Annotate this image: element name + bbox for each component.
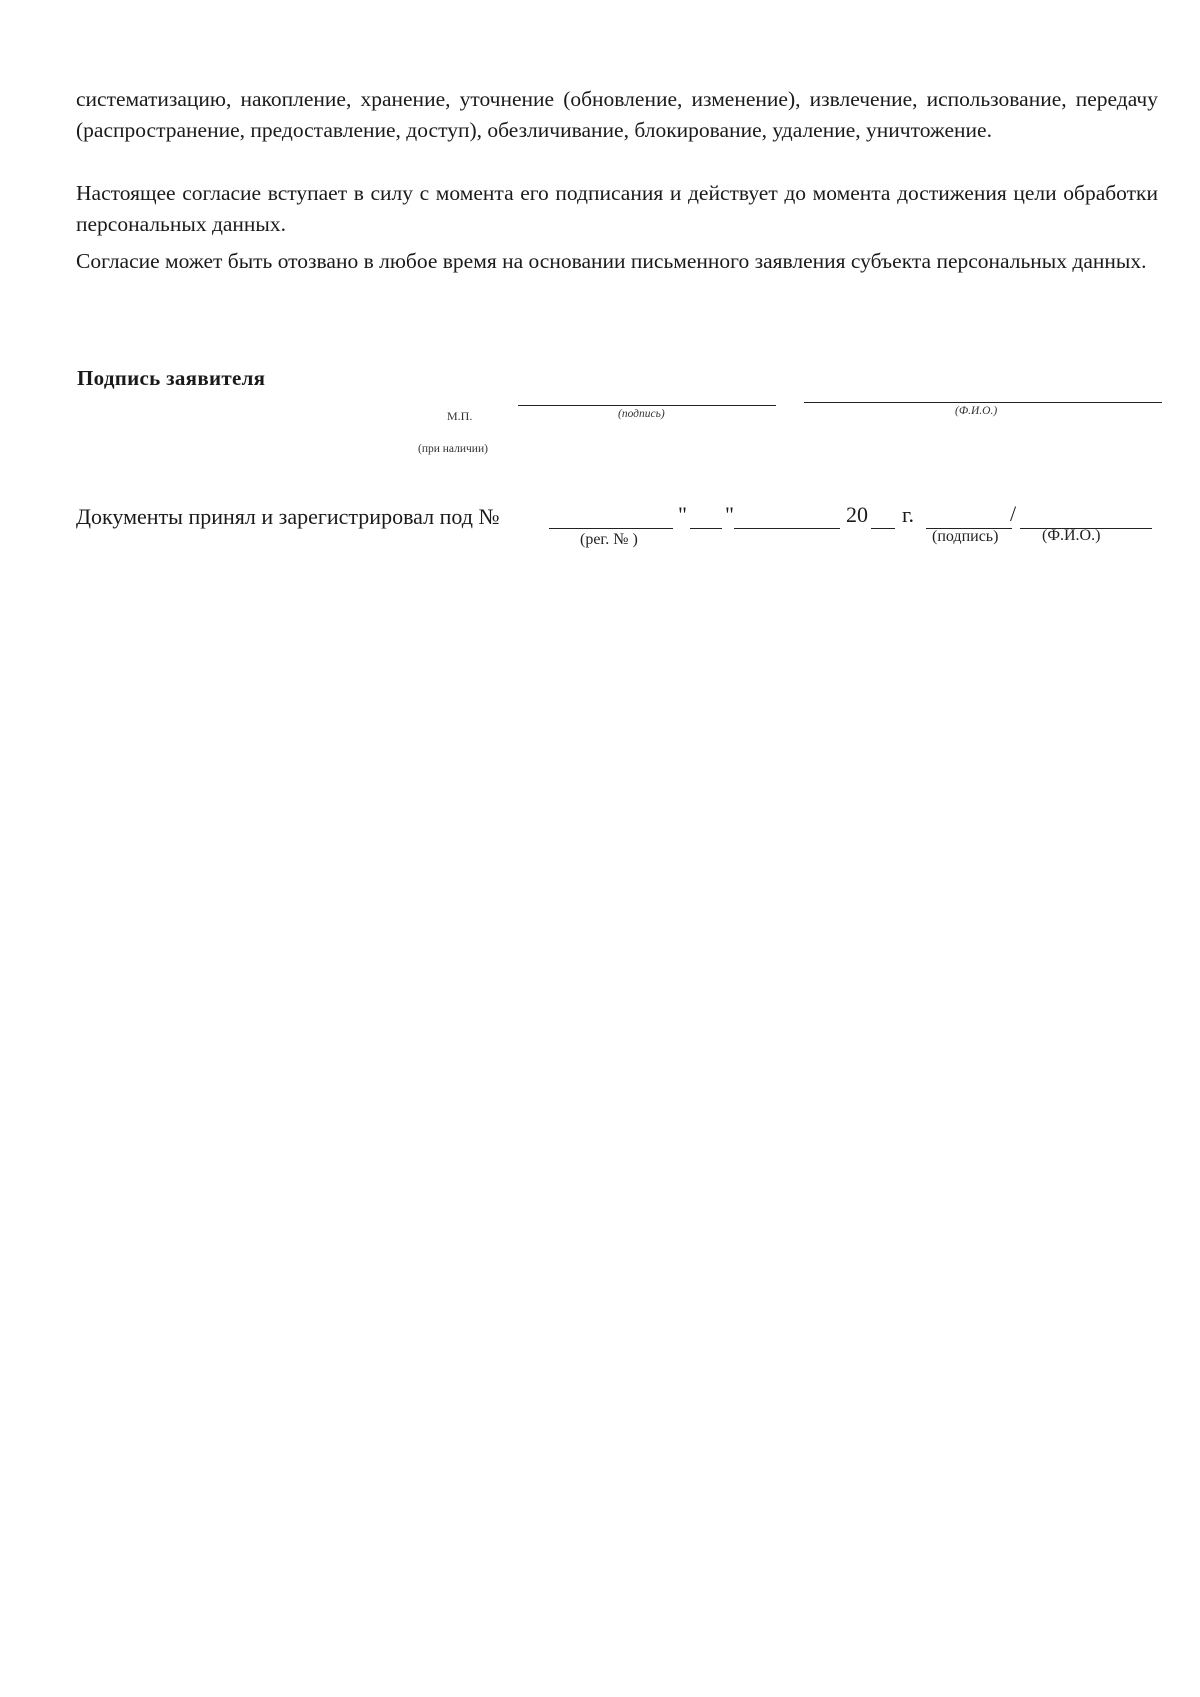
- signature-heading: Подпись заявителя: [77, 366, 266, 390]
- reg-number-caption: (рег. № ): [580, 531, 638, 548]
- reg-number-line[interactable]: [549, 528, 673, 529]
- slash: /: [1010, 501, 1017, 526]
- registration-text: Документы принял и зарегистрировал под №: [76, 504, 500, 529]
- signature-caption: (подпись): [618, 408, 665, 420]
- stamp-note: (при наличии): [418, 443, 488, 455]
- registrar-signature-caption: (подпись): [932, 528, 999, 545]
- year-suffix: г.: [902, 502, 915, 527]
- quote-close: ": [725, 502, 734, 527]
- paragraph-processing-actions: систематизацию, накопление, хранение, уточнение (обновление, изменение), извлечение, использование, передачу (распространение, предоставление, доступ), обезличивание, блокирование, удаление, уничтожение.: [76, 87, 1158, 142]
- registrar-name-caption: (Ф.И.О.): [1042, 527, 1101, 544]
- name-line[interactable]: [804, 402, 1162, 403]
- day-line[interactable]: [690, 528, 722, 529]
- paragraph-validity: Настоящее согласие вступает в силу с момента его подписания и действует до момента достижения цели обработки персональных данных.: [76, 181, 1158, 236]
- name-caption: (Ф.И.О.): [955, 405, 998, 417]
- year-prefix: 20: [846, 502, 868, 527]
- quote-open: ": [678, 502, 687, 527]
- year-line[interactable]: [871, 528, 895, 529]
- month-line[interactable]: [734, 528, 840, 529]
- stamp-label: М.П.: [447, 409, 473, 423]
- paragraph-revocation: Согласие может быть отозвано в любое время на основании письменного заявления субъекта персональных данных.: [76, 249, 1147, 273]
- signature-line[interactable]: [518, 405, 776, 406]
